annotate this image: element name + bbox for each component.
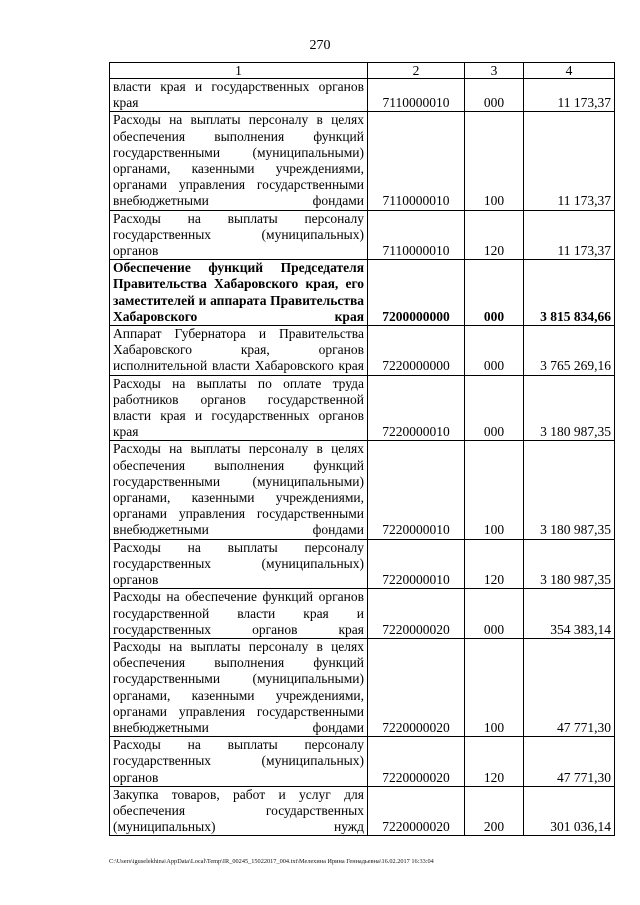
row-code-cell: 7220000010 [368, 441, 465, 539]
row-name-cell: Расходы на выплаты персоналу в целях обеспечения выполнения функций государственными (муниципальными) органами, казенными учреждениями, органами управления государственными внебюджетными фондами [110, 638, 368, 736]
row-amount-cell: 3 180 987,35 [524, 539, 615, 589]
budget-table-body [110, 63, 615, 836]
table-header-row [110, 63, 615, 79]
table-row [110, 375, 615, 441]
row-code-cell: 7220000020 [368, 786, 465, 836]
row-code-cell: 7220000020 [368, 737, 465, 787]
row-code-cell: 7200000000 [368, 260, 465, 326]
row-amount-cell: 3 815 834,66 [524, 260, 615, 326]
column-header-amount: 4 [524, 63, 615, 79]
row-code-cell: 7220000010 [368, 375, 465, 441]
row-name-cell: Расходы на выплаты персоналу государственных (муниципальных) органов [110, 737, 368, 787]
row-code-cell: 7110000010 [368, 210, 465, 260]
row-amount-cell: 47 771,30 [524, 737, 615, 787]
column-header-code: 2 [368, 63, 465, 79]
table-row [110, 638, 615, 736]
row-amount-cell: 47 771,30 [524, 638, 615, 736]
row-code-cell: 7110000010 [368, 112, 465, 210]
table-row [110, 112, 615, 210]
row-subcode-cell: 120 [465, 737, 524, 787]
table-row [110, 210, 615, 260]
row-name-cell: Закупка товаров, работ и услуг для обеспечения государственных (муниципальных) нужд [110, 786, 368, 836]
row-name-cell: власти края и государственных органов края [110, 79, 368, 112]
row-subcode-cell: 000 [465, 589, 524, 639]
table-row [110, 260, 615, 326]
row-subcode-cell: 100 [465, 112, 524, 210]
row-code-cell: 7110000010 [368, 79, 465, 112]
row-name-cell: Расходы на выплаты персоналу в целях обеспечения выполнения функций государственными (муниципальными) органами, казенными учреждениями, органами управления государственными внебюджетными фондами [110, 441, 368, 539]
file-path-footer: C:\Users\iguselekhina\AppData\Local\Temp\IR_00245_15022017_004.txt\Мелехина Ирина Геннадьевна\16.02.2017 16:33:04 [109, 858, 434, 865]
column-header-subcode: 3 [465, 63, 524, 79]
row-amount-cell: 11 173,37 [524, 79, 615, 112]
table-row [110, 79, 615, 112]
row-amount-cell: 301 036,14 [524, 786, 615, 836]
row-code-cell: 7220000000 [368, 326, 465, 376]
row-amount-cell: 11 173,37 [524, 210, 615, 260]
row-name-cell: Расходы на выплаты по оплате труда работников органов государственной власти края и государственных органов края [110, 375, 368, 441]
page-number: 270 [309, 38, 331, 53]
row-subcode-cell: 000 [465, 260, 524, 326]
row-code-cell: 7220000010 [368, 539, 465, 589]
row-amount-cell: 11 173,37 [524, 112, 615, 210]
table-row [110, 589, 615, 639]
table-row [110, 326, 615, 376]
row-name-cell: Обеспечение функций Председателя Правительства Хабаровского края, его заместителей и аппарата Правительства Хабаровского края [110, 260, 368, 326]
table-row [110, 539, 615, 589]
row-name-cell: Расходы на обеспечение функций органов государственной власти края и государственных органов края [110, 589, 368, 639]
row-subcode-cell: 200 [465, 786, 524, 836]
row-code-cell: 7220000020 [368, 589, 465, 639]
row-subcode-cell: 000 [465, 375, 524, 441]
row-subcode-cell: 120 [465, 539, 524, 589]
row-amount-cell: 3 180 987,35 [524, 441, 615, 539]
table-row [110, 786, 615, 836]
row-amount-cell: 3 765 269,16 [524, 326, 615, 376]
row-subcode-cell: 120 [465, 210, 524, 260]
row-code-cell: 7220000020 [368, 638, 465, 736]
row-amount-cell: 3 180 987,35 [524, 375, 615, 441]
row-name-cell: Расходы на выплаты персоналу государственных (муниципальных) органов [110, 539, 368, 589]
budget-table [109, 62, 615, 836]
row-subcode-cell: 000 [465, 79, 524, 112]
row-name-cell: Аппарат Губернатора и Правительства Хабаровского края, органов исполнительной власти Хабаровского края [110, 326, 368, 376]
row-amount-cell: 354 383,14 [524, 589, 615, 639]
row-subcode-cell: 100 [465, 638, 524, 736]
row-name-cell: Расходы на выплаты персоналу государственных (муниципальных) органов [110, 210, 368, 260]
column-header-name: 1 [110, 63, 368, 79]
row-name-cell: Расходы на выплаты персоналу в целях обеспечения выполнения функций государственными (муниципальными) органами, казенными учреждениями, органами управления государственными внебюджетными фондами [110, 112, 368, 210]
table-row [110, 441, 615, 539]
row-subcode-cell: 000 [465, 326, 524, 376]
row-subcode-cell: 100 [465, 441, 524, 539]
table-row [110, 737, 615, 787]
